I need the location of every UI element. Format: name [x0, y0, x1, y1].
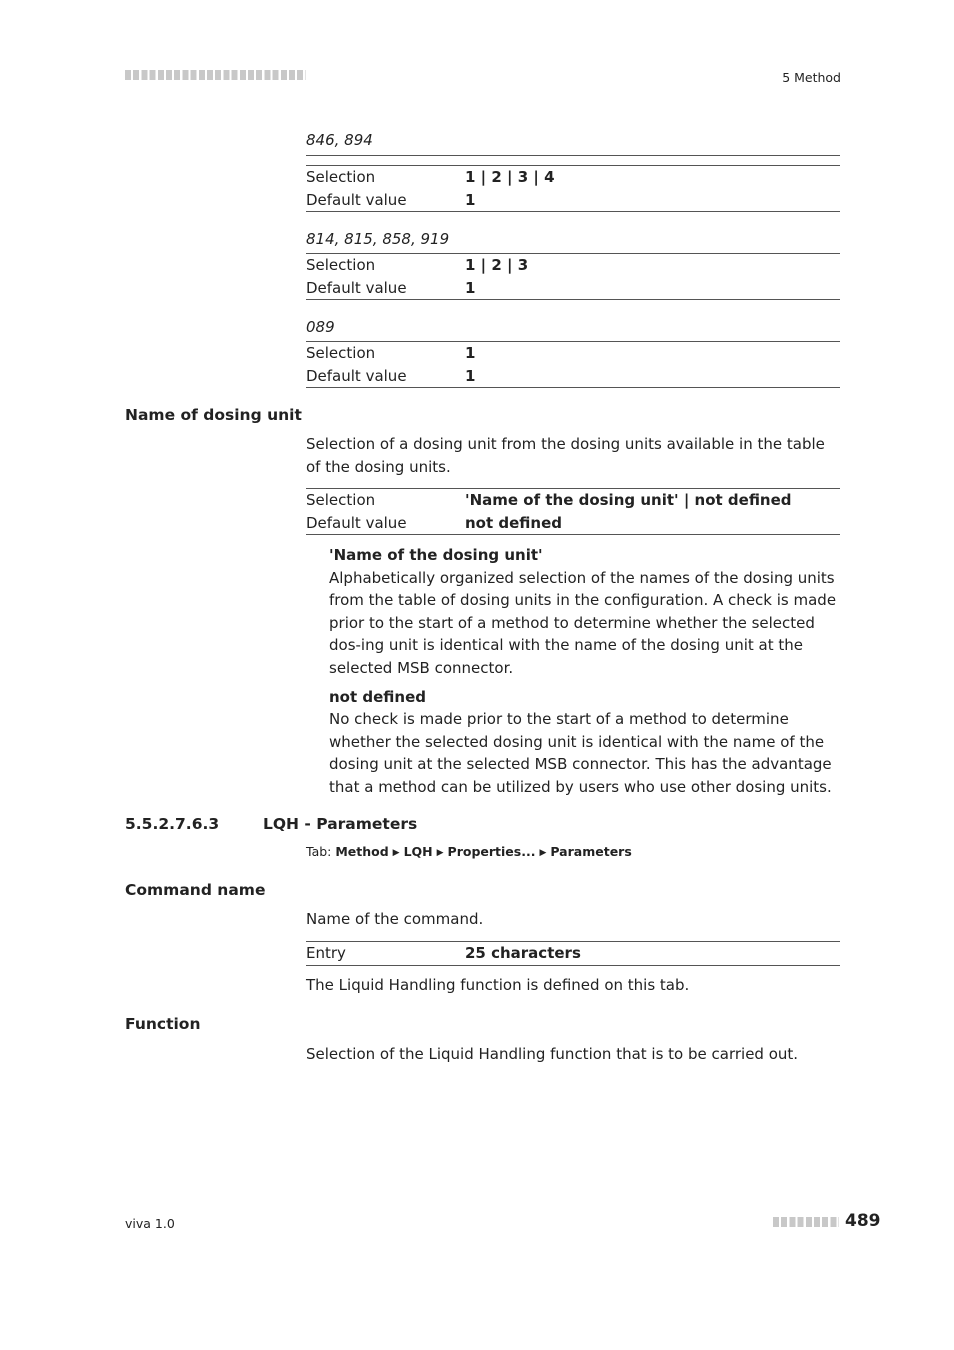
footer-product: viva 1.0 [125, 1216, 175, 1231]
entry-label: Entry [306, 944, 346, 962]
tab-path-item: Properties... [447, 844, 536, 859]
section-title: LQH - Parameters [263, 815, 418, 833]
default-value: 1 [465, 366, 476, 385]
dosing-unit-table [306, 488, 840, 535]
default-label: Default value [306, 513, 407, 532]
table-row [306, 489, 840, 512]
table-row [306, 189, 840, 212]
arrow-right-icon: ▶ [539, 848, 547, 858]
default-value: not defined [465, 513, 562, 532]
arrow-right-icon: ▶ [392, 848, 400, 858]
default-value: 1 [465, 278, 476, 297]
command-name-heading: Command name [125, 881, 266, 899]
selection-value: 'Name of the dosing unit' | not defined [465, 491, 792, 509]
option-list [329, 544, 841, 799]
default-label: Default value [306, 278, 407, 297]
footer-decoration [773, 1217, 839, 1227]
entry-table [306, 941, 840, 966]
entry-value: 25 characters [465, 944, 581, 962]
param-table [306, 341, 840, 388]
table-row [306, 512, 840, 535]
option-description: No check is made prior to the start of a method to determine whether the selected dosing unit is identical with the name of the dosing unit at the selected MSB connector. This has the advantage that a method can be utilized by users who use other dosing units. [329, 710, 832, 796]
default-label: Default value [306, 190, 407, 209]
block-caption: 814, 815, 858, 919 [306, 230, 450, 248]
page-number: 489 [845, 1211, 881, 1231]
option-name: 'Name of the dosing unit' [329, 546, 543, 564]
table-row [306, 277, 840, 300]
function-description: Selection of the Liquid Handling function that is to be carried out. [306, 1045, 799, 1063]
table-row [306, 365, 840, 388]
default-label: Default value [306, 366, 407, 385]
command-name-description: Name of the command. [306, 910, 484, 928]
table-row [306, 254, 840, 277]
dosing-unit-heading: Name of dosing unit [125, 406, 302, 424]
table-row [306, 342, 840, 365]
dosing-unit-description: Selection of a dosing unit from the dosing units available in the table of the dosing units. [306, 435, 825, 476]
tab-path-item: Method [335, 844, 389, 859]
section-number: 5.5.2.7.6.3 [125, 815, 220, 833]
block-caption: 846, 894 [306, 131, 373, 149]
param-table [306, 253, 840, 300]
table-row [306, 166, 840, 189]
default-value: 1 [465, 190, 476, 209]
block-caption: 089 [306, 318, 335, 336]
option-description: Alphabetically organized selection of the names of the dosing units from the table of dosing units in the configuration. A check is made prior to the start of a method to determine whether the selected dos-ing unit is identical with the name of the dosing unit at the selected MSB connector. [329, 568, 837, 677]
header-chapter: 5 Method [782, 70, 841, 85]
function-heading: Function [125, 1015, 201, 1033]
tab-prefix: Tab: [306, 844, 332, 859]
option-name: not defined [329, 687, 426, 706]
selection-label: Selection [306, 256, 376, 274]
arrow-right-icon: ▶ [436, 848, 444, 858]
tab-path [306, 844, 632, 859]
command-name-note: The Liquid Handling function is defined on this tab. [306, 976, 690, 994]
caption-rule [306, 155, 840, 156]
param-table [306, 165, 840, 212]
selection-value: 1 | 2 | 3 | 4 [465, 168, 555, 186]
selection-value: 1 [465, 344, 476, 362]
table-row [306, 942, 840, 966]
tab-path-item: LQH [403, 844, 433, 859]
header-decoration [125, 70, 306, 80]
selection-value: 1 | 2 | 3 [465, 256, 529, 274]
tab-path-item: Parameters [550, 844, 632, 859]
selection-label: Selection [306, 491, 376, 509]
selection-label: Selection [306, 168, 376, 186]
selection-label: Selection [306, 344, 376, 362]
